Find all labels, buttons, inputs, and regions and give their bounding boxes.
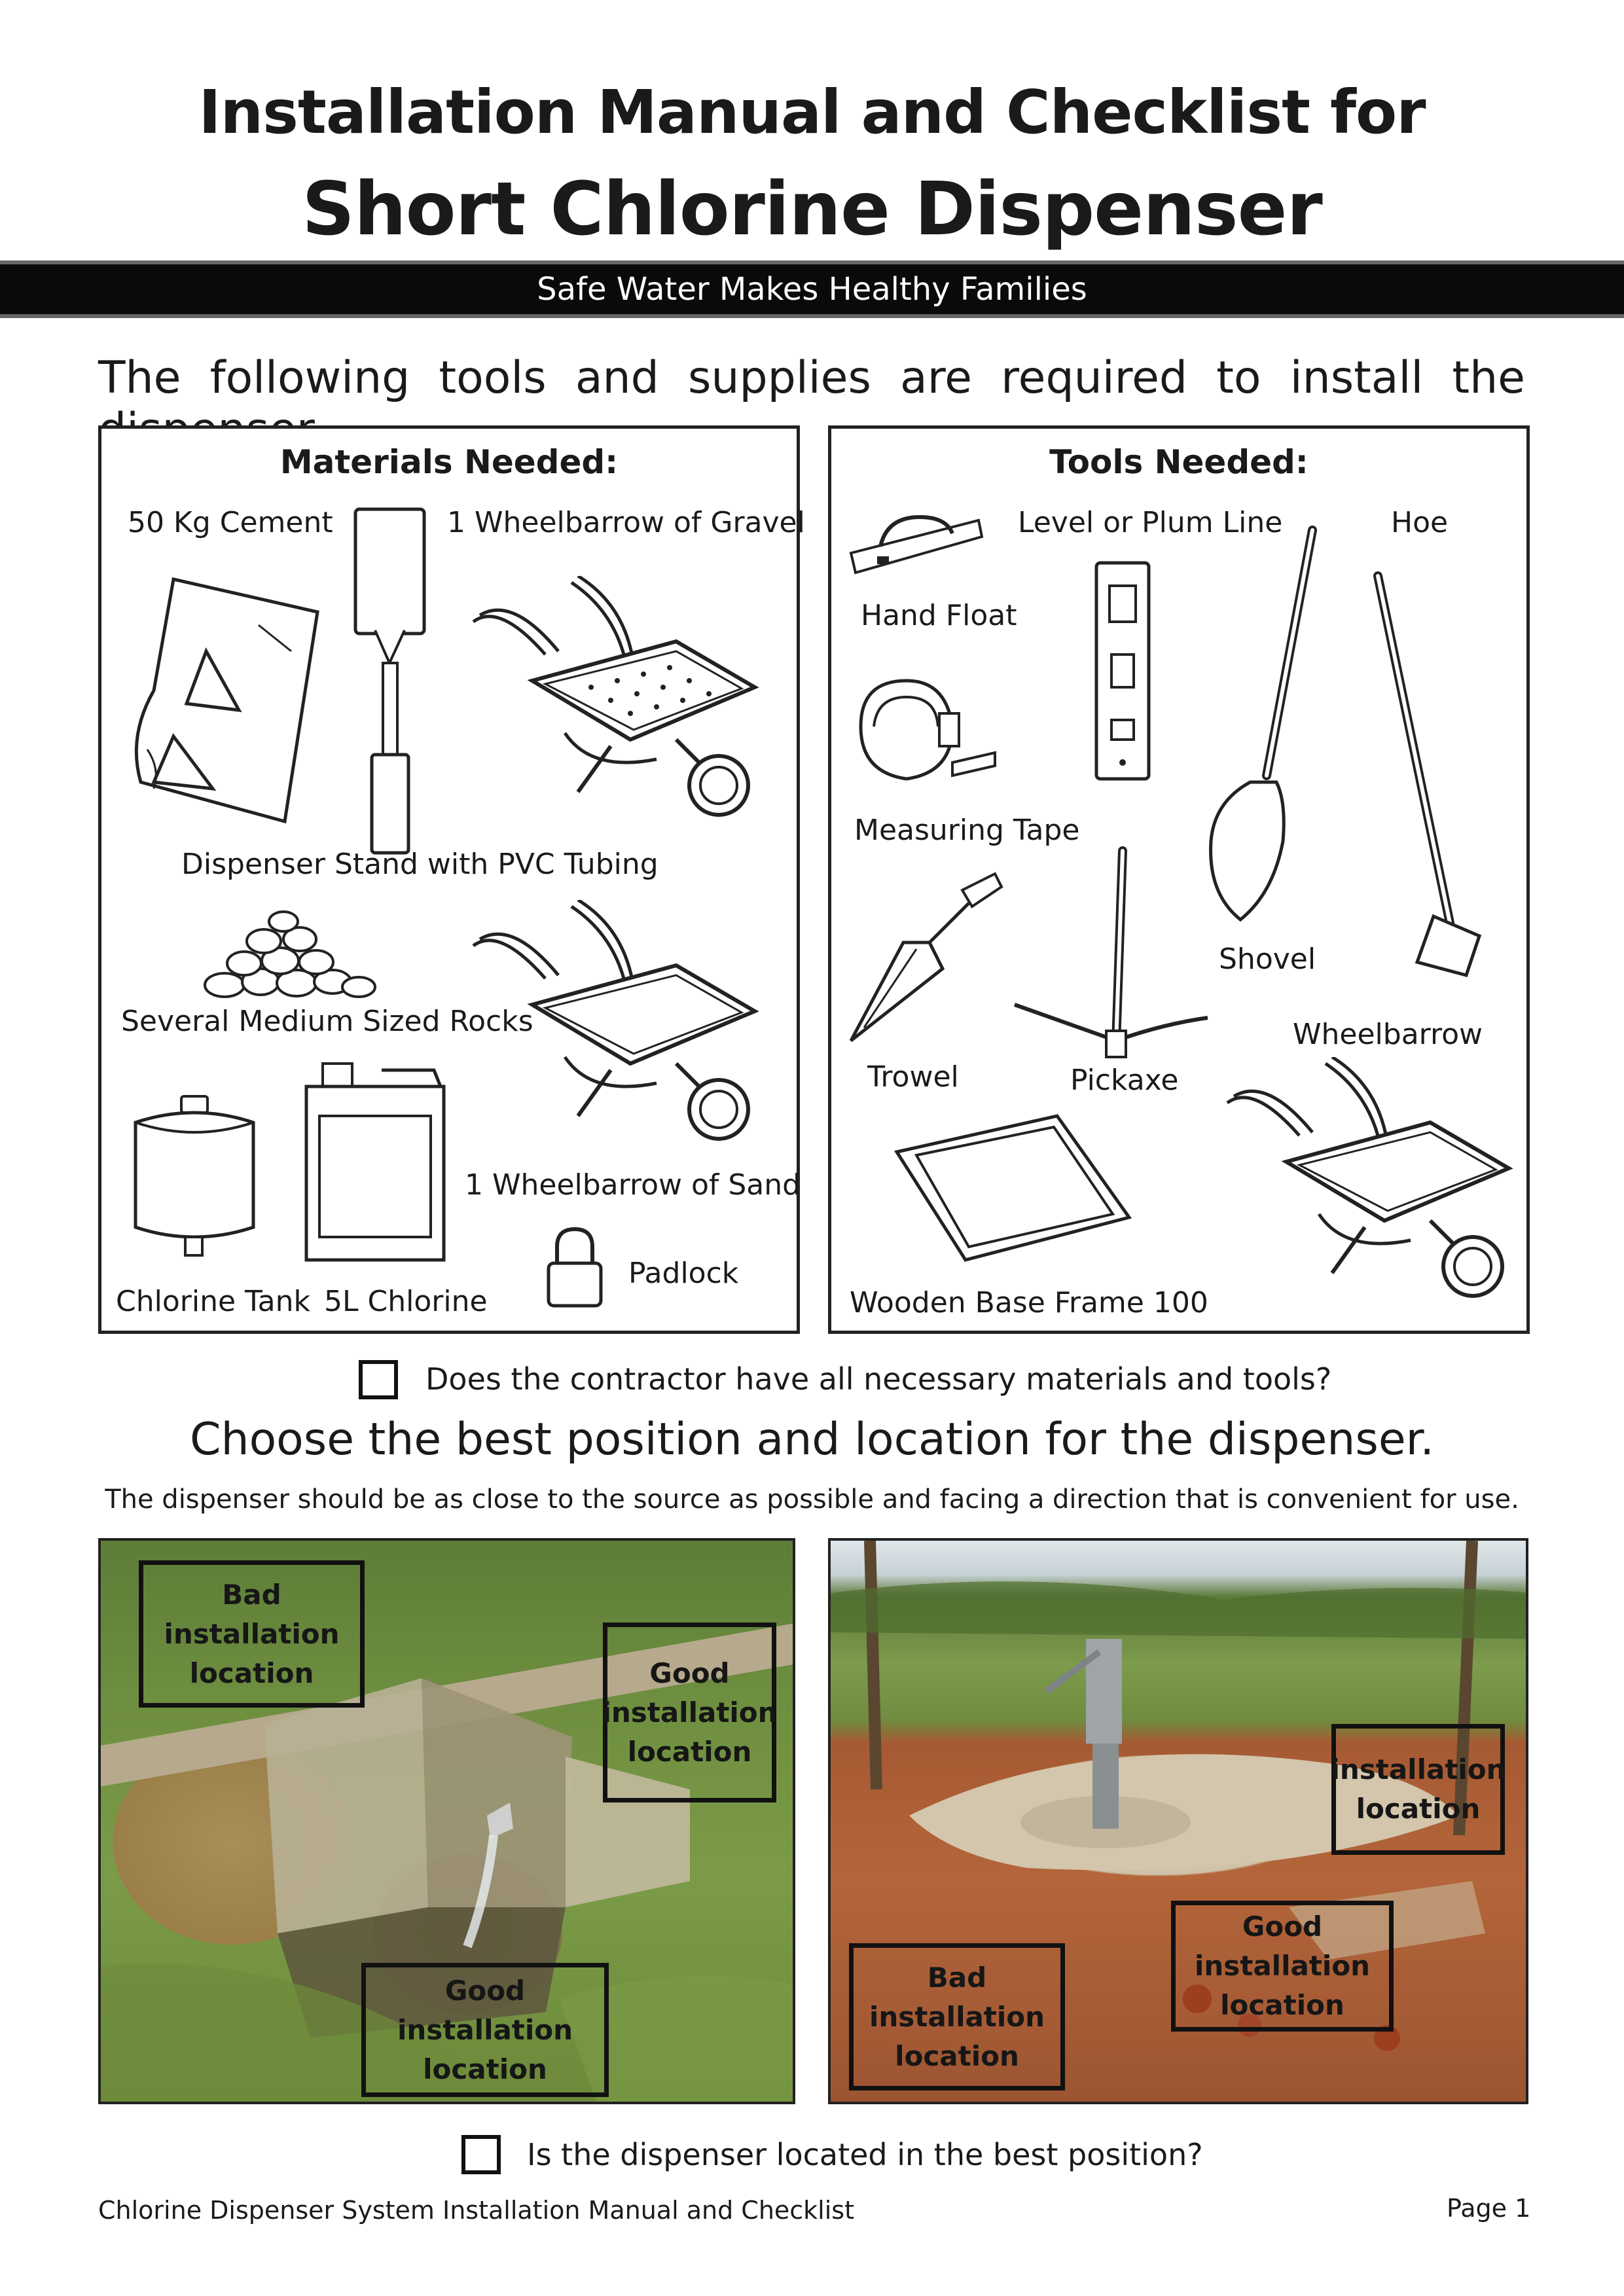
label-box-bad-location-2: [849, 1943, 1065, 2090]
wheelbarrow-tool-illustration: [1214, 1057, 1515, 1306]
label-hoe: Hoe: [1391, 506, 1449, 539]
label-sand: 1 Wheelbarrow of Sand: [465, 1168, 801, 1202]
label-pickaxe: Pickaxe: [1070, 1064, 1179, 1097]
hoe-illustration: [1371, 569, 1489, 988]
label-bad-location-2: Bad installation location: [869, 1961, 1045, 2072]
label-bad-location-1: Bad installation location: [164, 1578, 340, 1689]
chlorine-tank-illustration: [129, 1090, 260, 1260]
label-good-location-right: Good installation location: [602, 1657, 778, 1768]
checklist-question-2: Is the dispenser located in the best position?: [527, 2137, 1203, 2172]
label-box-installation-location-topright: [1331, 1724, 1505, 1855]
label-wooden-frame: Wooden Base Frame 100: [850, 1286, 1208, 1319]
label-box-good-location-right: [603, 1623, 776, 1803]
label-rocks: Several Medium Sized Rocks: [121, 1005, 533, 1038]
label-cement: 50 Kg Cement: [128, 506, 333, 539]
label-good-location-2: Good installation location: [1194, 1910, 1371, 2021]
checklist-question-1: Does the contractor have all necessary materials and tools?: [425, 1361, 1332, 1397]
footer-title: Chlorine Dispenser System Installation Manual and Checklist: [98, 2196, 854, 2225]
padlock-illustration: [545, 1224, 604, 1309]
label-dispenser-stand: Dispenser Stand with PVC Tubing: [181, 848, 659, 881]
location-heading: Choose the best position and location for the dispenser.: [189, 1414, 1434, 1465]
label-shovel: Shovel: [1219, 942, 1316, 976]
label-wheelbarrow: Wheelbarrow: [1293, 1018, 1483, 1051]
checkbox-dispenser-position[interactable]: [461, 2135, 501, 2174]
document-title-line2: Short Chlorine Dispenser: [302, 167, 1322, 252]
label-chlorine-tank: Chlorine Tank: [116, 1285, 310, 1318]
slogan-banner: Safe Water Makes Healthy Families: [0, 260, 1624, 318]
trowel-illustration: [844, 870, 1008, 1054]
chlorine-jerrycan-illustration: [303, 1057, 447, 1266]
materials-title: Materials Needed:: [280, 443, 619, 481]
pickaxe-illustration: [1011, 848, 1221, 1070]
page-number: Page 1: [1447, 2194, 1531, 2223]
gravel-wheelbarrow-illustration: [460, 576, 761, 825]
hand-float-illustration: [848, 507, 985, 579]
label-installation-location-topright: installation location: [1330, 1753, 1506, 1825]
label-hand-float: Hand Float: [861, 599, 1017, 632]
checkbox-materials-tools[interactable]: [359, 1360, 398, 1399]
label-padlock: Padlock: [628, 1257, 739, 1290]
label-level: Level or Plum Line: [1018, 506, 1283, 539]
label-trowel: Trowel: [867, 1060, 959, 1094]
measuring-tape-illustration: [848, 668, 998, 792]
tools-title: Tools Needed:: [1049, 443, 1308, 481]
tools-panel: [828, 425, 1530, 1334]
dispenser-stand-illustration: [349, 506, 441, 859]
intro-text: The following tools and supplies are required to install the: [98, 352, 1525, 404]
level-illustration: [1093, 560, 1152, 782]
hand-pump-photo: [828, 1538, 1528, 2104]
spring-source-photo: [98, 1538, 795, 2104]
label-gravel: 1 Wheelbarrow of Gravel: [447, 506, 805, 539]
label-box-good-location-2: [1171, 1901, 1394, 2032]
label-box-good-location-bottom: [361, 1963, 609, 2097]
location-subtext: The dispenser should be as close to the source as possible and facing a direction that is convenient for use.: [105, 1484, 1519, 1515]
label-box-bad-location-1: [139, 1560, 365, 1708]
label-chlorine: 5L Chlorine: [324, 1285, 488, 1318]
rocks-illustration: [198, 910, 382, 1001]
wooden-frame-illustration: [893, 1113, 1136, 1263]
materials-panel: [98, 425, 805, 1334]
label-good-location-bottom: Good installation location: [397, 1974, 573, 2085]
label-measuring-tape: Measuring Tape: [854, 814, 1080, 847]
cement-bag-illustration: [128, 573, 324, 828]
document-title-line1: Installation Manual and Checklist for: [198, 77, 1426, 147]
